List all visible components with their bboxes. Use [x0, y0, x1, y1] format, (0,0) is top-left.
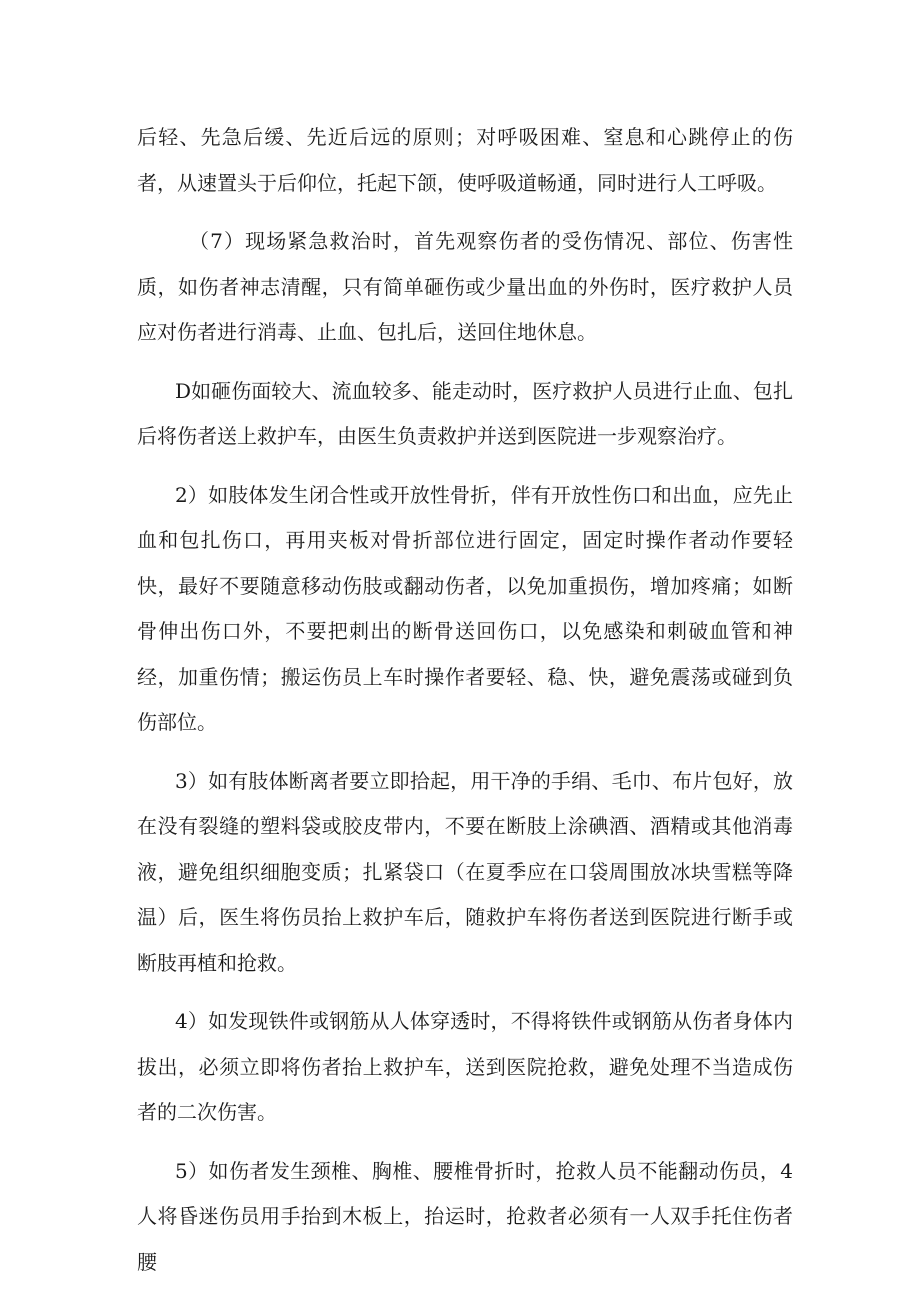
paragraph-item-4: 4）如发现铁件或钢筋从人体穿透时，不得将铁件或钢筋从伤者身体内拔出，必须立即将伤者抬上救护车，送到医院抢救，避免处理不当造成伤者的二次伤害。	[137, 1009, 793, 1124]
paragraph-item-d: D如砸伤面较大、流血较多、能走动时，医疗救护人员进行止血、包扎后将伤者送上救护车，由医生负责救护并送到医院进一步观察治疗。	[137, 378, 793, 448]
paragraph-item-2: 2）如肢体发生闭合性或开放性骨折，伴有开放性伤口和出血，应先止血和包扎伤口，再用夹板对骨折部位进行固定，固定时操作者动作要轻快，最好不要随意移动伤肢或翻动伤者，以免加重损伤，增加疼痛；如断骨伸出伤口外，不要把刺出的断骨送回伤口，以免感染和刺破血管和神经，加重伤情；搬运伤员上车时操作者要轻、稳、快，避免震荡或碰到负伤部位。	[137, 482, 793, 734]
paragraph-item-3: 3）如有肢体断离者要立即拾起，用干净的手绢、毛巾、布片包好，放在没有裂缝的塑料袋或胶皮带内，不要在断肢上涂碘酒、酒精或其他消毒液，避免组织细胞变质；扎紧袋口（在夏季应在口袋周围放冰块雪糕等降温）后，医生将伤员抬上救护车后，随救护车将伤者送到医院进行断手或断肢再植和抢救。	[137, 768, 793, 975]
paragraph-continuation: 后轻、先急后缓、先近后远的原则；对呼吸困难、窒息和心跳停止的伤者，从速置头于后仰位，托起下颌，使呼吸道畅通，同时进行人工呼吸。	[137, 125, 793, 195]
paragraph-item-7: （7）现场紧急救治时，首先观察伤者的受伤情况、部位、伤害性质，如伤者神志清醒，只有简单砸伤或少量出血的外伤时，医疗救护人员应对伤者进行消毒、止血、包扎后，送回住地休息。	[137, 229, 793, 344]
paragraph-item-5: 5）如伤者发生颈椎、胸椎、腰椎骨折时，抢救人员不能翻动伤员，4人将昏迷伤员用手抬到木板上，抬运时，抢救者必须有一人双手托住伤者腰	[137, 1158, 793, 1274]
document-body	[137, 115, 793, 1298]
